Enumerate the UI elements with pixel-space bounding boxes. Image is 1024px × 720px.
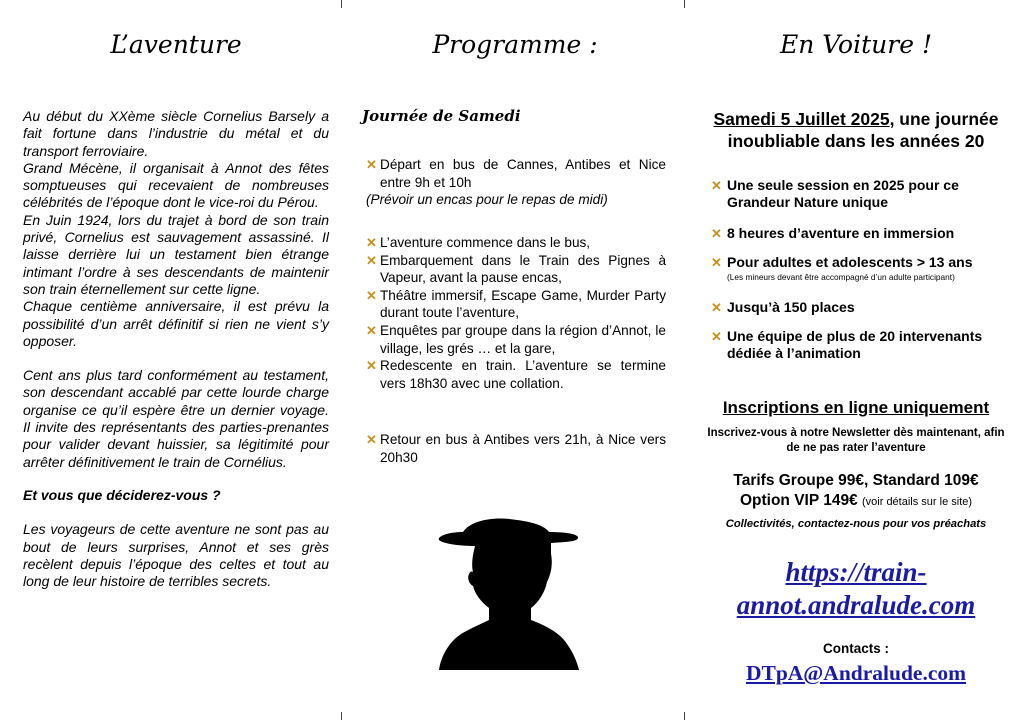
cross-bullet-icon: ✕ bbox=[366, 432, 377, 447]
feature-item bbox=[711, 177, 1011, 211]
event-headline bbox=[703, 108, 1009, 152]
list-item bbox=[366, 431, 666, 466]
story-paragraph: Grand Mécène, il organisait à Annot des fêtes somptueuses qui recevaient de nombreuses célébrités de l’époque dont le vice-roi du Pérou. bbox=[23, 159, 329, 211]
programme-list bbox=[366, 234, 666, 392]
feature-item bbox=[711, 328, 1011, 362]
list-item bbox=[366, 287, 666, 322]
day-title: Journée de Samedi bbox=[362, 107, 521, 125]
feature-item bbox=[711, 299, 1011, 316]
feature-text: Une équipe de plus de 20 intervenants dédiée à l’animation bbox=[727, 328, 983, 361]
fold-mark-top-left bbox=[341, 0, 342, 8]
collectivites-text: Collectivités, contactez-nous pour vos préachats bbox=[725, 518, 987, 530]
en-voiture-panel bbox=[703, 0, 1009, 720]
cross-bullet-icon: ✕ bbox=[366, 252, 377, 268]
cross-bullet-icon: ✕ bbox=[366, 157, 377, 172]
feature-text: Jusqu’à 150 places bbox=[727, 299, 855, 315]
list-item-text: Théâtre immersif, Escape Game, Murder Party durant toute l’aventure, bbox=[380, 287, 666, 321]
cross-bullet-icon: ✕ bbox=[711, 226, 722, 241]
list-item bbox=[366, 357, 666, 392]
list-item-text: Départ en bus de Cannes, Antibes et Nice entre 9h et 10h bbox=[380, 157, 666, 190]
cross-bullet-icon: ✕ bbox=[366, 235, 377, 250]
programme-title: Programme : bbox=[432, 30, 598, 59]
list-item-text: Retour en bus à Antibes vers 21h, à Nice vers 20h30 bbox=[380, 432, 666, 465]
contacts-label: Contacts : bbox=[822, 641, 889, 656]
cross-bullet-icon: ✕ bbox=[711, 300, 722, 315]
story-text bbox=[23, 108, 329, 590]
list-item-text: Enquêtes par groupe dans la région d’Annot, le village, les grés … et la gare, bbox=[380, 322, 666, 356]
fold-mark-bottom-right bbox=[684, 712, 685, 720]
email-link[interactable]: DTpA@Andralude.com bbox=[745, 661, 967, 685]
cross-bullet-icon: ✕ bbox=[366, 287, 377, 303]
story-paragraph: Les voyageurs de cette aventure ne sont pas au bout de leurs surprises, Annot et ses grès recèlent depuis l’époque des celtes et tout au long de leur histoire de terribles secrets. bbox=[23, 521, 329, 590]
cross-bullet-icon: ✕ bbox=[366, 322, 377, 338]
aventure-panel bbox=[23, 0, 329, 720]
feature-item bbox=[711, 254, 1011, 282]
story-paragraph: Cent ans plus tard conformément au testament, son descendant accablé par cette lourde charge organise ce qu’il espère être un dernier voyage. Il invite des représentants des parties-prenantes pour valider devant huissier, sa légitimité pour arrêter définitivement le train de Cornélius. bbox=[23, 367, 329, 470]
list-item-text: Embarquement dans le Train des Pignes à Vapeur, avant la pause encas, bbox=[380, 252, 666, 286]
list-item bbox=[366, 234, 666, 252]
departure-block bbox=[366, 156, 666, 209]
vip-note: (voir détails sur le site) bbox=[862, 496, 973, 508]
event-headline-rest: , une journée inoubliable dans les années 20 bbox=[727, 109, 999, 151]
inscriptions-title: Inscriptions en ligne uniquement bbox=[722, 398, 990, 417]
feature-text: Pour adultes et adolescents > 13 ans bbox=[727, 254, 973, 270]
feature-text: Une seule session en 2025 pour ce Grandeur Nature unique bbox=[727, 177, 959, 210]
list-item-text: L’aventure commence dans le bus, bbox=[380, 235, 591, 250]
story-paragraph: Chaque centième anniversaire, il est prévu la possibilité d’un arrêt définitif si rien ne vient s’y opposer. bbox=[23, 298, 329, 349]
website-link[interactable]: https://train-annot.andralude.com bbox=[736, 557, 976, 620]
list-item bbox=[366, 322, 666, 357]
return-block bbox=[366, 431, 666, 466]
programme-panel bbox=[362, 0, 668, 720]
fold-mark-bottom-left bbox=[341, 712, 342, 720]
list-item bbox=[366, 252, 666, 287]
feature-item bbox=[711, 225, 1011, 242]
cross-bullet-icon: ✕ bbox=[711, 178, 722, 193]
newsletter-text: Inscrivez-vous à notre Newsletter dès maintenant, afin de ne pas rater l’aventure bbox=[707, 427, 1005, 454]
list-item-text: Redescente en train. L’aventure se termine vers 18h30 avec une collation. bbox=[380, 358, 666, 391]
vip-line bbox=[703, 491, 1009, 512]
vip-price: Option VIP 149€ bbox=[739, 492, 858, 509]
story-paragraph: Au début du XXème siècle Cornelius Barsely a fait fortune dans l’industrie du métal et du transport ferroviaire. bbox=[23, 108, 329, 159]
aventure-title: L’aventure bbox=[110, 30, 242, 59]
cross-bullet-icon: ✕ bbox=[711, 329, 722, 344]
story-paragraph: En Juin 1924, lors du trajet à bord de son train privé, Cornelius est sauvagement assassiné. Il laisse derrière lui un testament bien étrange intimant l’ordre à ses descendants de maintenir son train éternellement sur cette ligne. bbox=[23, 211, 329, 297]
pricing bbox=[703, 471, 1009, 512]
cross-bullet-icon: ✕ bbox=[711, 255, 722, 270]
fold-mark-top-right bbox=[684, 0, 685, 8]
en-voiture-title: En Voiture ! bbox=[780, 30, 932, 59]
cross-bullet-icon: ✕ bbox=[366, 358, 377, 374]
silhouette-man-hat-icon bbox=[435, 516, 583, 670]
feature-text: 8 heures d’aventure en immersion bbox=[727, 225, 955, 241]
story-question: Et vous que déciderez-vous ? bbox=[23, 486, 221, 503]
departure-note: (Prévoir un encas pour le repas de midi) bbox=[366, 192, 608, 208]
event-date: Samedi 5 Juillet 2025 bbox=[713, 109, 890, 129]
tarifs-line: Tarifs Groupe 99€, Standard 109€ bbox=[733, 472, 979, 489]
feature-note: (Les mineurs devant être accompagné d’un adulte participant) bbox=[727, 272, 955, 282]
list-item bbox=[366, 156, 666, 191]
